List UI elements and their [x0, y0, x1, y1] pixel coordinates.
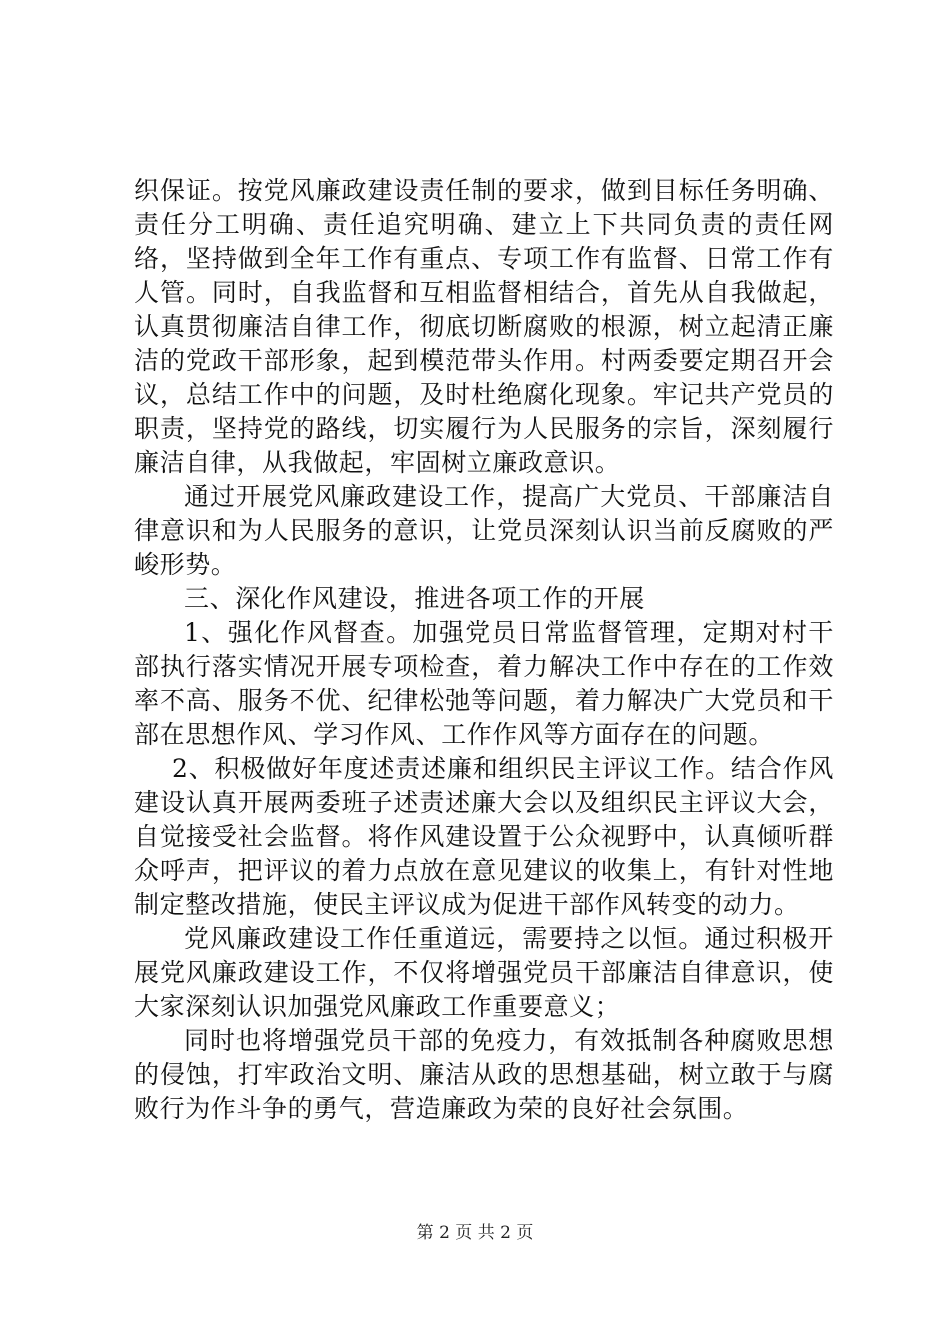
document-body [134, 174, 834, 1126]
section-heading-work-style: 三、深化作风建设，推进各项工作的开展 [184, 584, 645, 613]
paragraph-awareness: 通过开展党风廉政建设工作，提高广大党员、干部廉洁自律意识和为人民服务的意识，让党员深刻认识当前反腐败的严峻形势。 [134, 482, 834, 579]
paragraph-closing: 同时也将增强党员干部的免疫力，有效抵制各种腐败思想的侵蚀，打牢政治文明、廉洁从政的思想基础，树立敢于与腐败行为作斗争的勇气，营造廉政为荣的良好社会氛围。 [134, 1026, 834, 1123]
paragraph-item-2-evaluation: 2、积极做好年度述责述廉和组织民主评议工作。结合作风建设认真开展两委班子述责述廉大会以及组织民主评议大会，自觉接受社会监督。将作风建设置于公众视野中，认真倾听群众呼声，把评议的着力点放在意见建议的收集上，有针对性地制定整改措施，使民主评议成为促进干部作风转变的动力。 [134, 754, 834, 919]
page-footer: 第 2 页 共 2 页 [416, 1223, 534, 1243]
paragraph-conclusion: 党风廉政建设工作任重道远，需要持之以恒。通过积极开展党风廉政建设工作，不仅将增强党员干部廉洁自律意识，使大家深刻认识加强党风廉政工作重要意义； [134, 924, 834, 1021]
paragraph-responsibility-system: 织保证。按党风廉政建设责任制的要求，做到目标任务明确、责任分工明确、责任追究明确、建立上下共同负责的责任网络，坚持做到全年工作有重点、专项工作有监督、日常工作有人管。同时，自我监督和互相监督相结合，首先从自我做起，认真贯彻廉洁自律工作，彻底切断腐败的根源，树立起清正廉洁的党政干部形象，起到模范带头作用。村两委要定期召开会议，总结工作中的问题，及时杜绝腐化现象。牢记共产党员的职责，坚持党的路线，切实履行为人民服务的宗旨，深刻履行廉洁自律，从我做起，牢固树立廉政意识。 [134, 176, 834, 477]
paragraph-item-1-supervision: 1、强化作风督查。加强党员日常监督管理，定期对村干部执行落实情况开展专项检查，着力解决工作中存在的工作效率不高、服务不优、纪律松弛等问题，着力解决广大党员和干部在思想作风、学习作风、工作作风等方面存在的问题。 [134, 618, 834, 749]
